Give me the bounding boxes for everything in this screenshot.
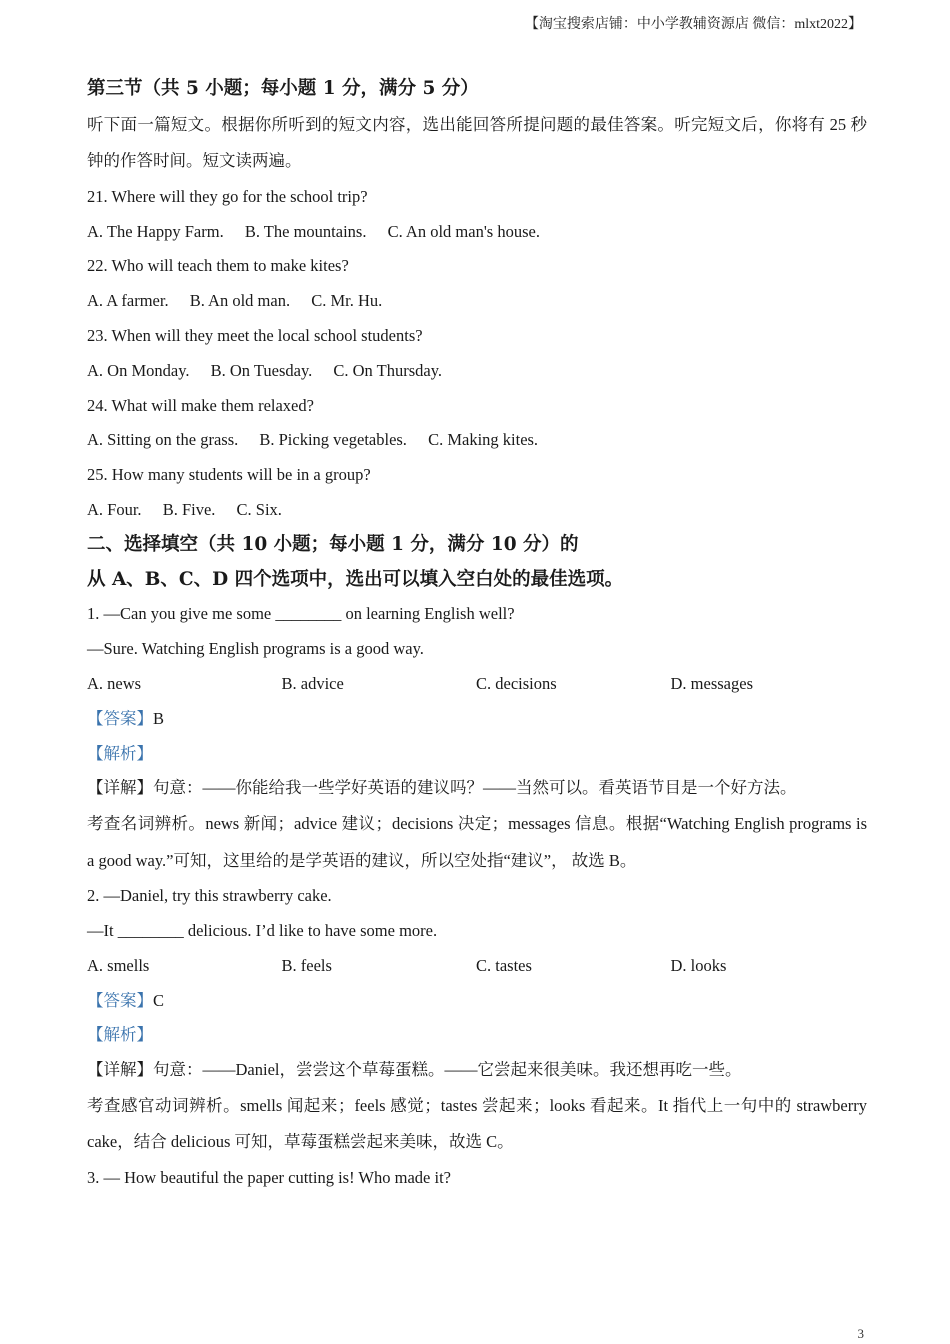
item1-explanation: 考查名词辨析。news 新闻；advice 建议；decisions 决定；messages 信息。根据“Watching English programs is a good way.”可知，这里给的是学英语的建议，所以空处指“建议”， 故选 B。: [87, 814, 867, 870]
answer-label: 【答案】: [87, 708, 153, 728]
question-24: 24. What will make them relaxed?: [87, 395, 314, 415]
option: A. Four.: [87, 499, 142, 519]
item2-response: —It ________ delicious. I’d like to have some more.: [87, 920, 438, 940]
question-21: 21. Where will they go for the school trip?: [87, 186, 368, 206]
option: C. An old man's house.: [387, 221, 540, 241]
option: C. Six.: [236, 499, 282, 519]
part2-title-line2: 从 A、B、C、D 四个选项中，选出可以填入空白处的最佳选项。: [87, 568, 624, 590]
document-body: [87, 72, 867, 1196]
detail-label: 【详解】: [87, 778, 153, 798]
item2-options: [87, 949, 867, 984]
item2-question: 2. —Daniel, try this strawberry cake.: [87, 886, 332, 906]
options-22: [87, 284, 867, 319]
option: B. The mountains.: [244, 221, 367, 241]
detail-text: 句意：——Daniel，尝尝这个草莓蛋糕。——它尝起来很美味。我还想再吃一些。: [153, 1060, 742, 1080]
part2-title-line1: 二、选择填空（共 10 小题；每小题 1 分，满分 10 分）的: [87, 533, 579, 555]
option: D. messages: [670, 673, 753, 693]
item2-analysis-label: 【解析】: [87, 1025, 153, 1045]
item2-explanation: 考查感官动词辨析。smells 闻起来；feels 感觉；tastes 尝起来；looks 看起来。It 指代上一句中的 strawberry cake，结合 delicious 可知，草莓蛋糕尝起来美味，故选 C。: [87, 1095, 867, 1152]
item1-response: —Sure. Watching English programs is a good way.: [87, 639, 424, 659]
option: B. On Tuesday.: [210, 360, 313, 380]
options-23: [87, 354, 867, 389]
header-note: 【淘宝搜索店铺：中小学教辅资源店 微信：mlxt2022】: [524, 17, 862, 32]
option: D. looks: [670, 955, 727, 975]
option: B. advice: [281, 673, 344, 693]
page-number: 3: [857, 1326, 864, 1341]
section3-instructions: 听下面一篇短文。根据你所听到的短文内容，选出能回答所提问题的最佳答案。听完短文后，你将有 25 秒钟的作答时间。短文读两遍。: [87, 114, 867, 171]
options-25: [87, 493, 867, 528]
item1-analysis-label: 【解析】: [87, 743, 153, 763]
option: A. smells: [87, 955, 150, 975]
option: C. decisions: [476, 673, 557, 693]
option: A. A farmer.: [87, 291, 169, 311]
option: A. news: [87, 673, 142, 693]
question-23: 23. When will they meet the local school students?: [87, 325, 423, 345]
option: B. feels: [281, 955, 332, 975]
item1-options: [87, 667, 867, 702]
detail-text: 句意：——你能给我一些学好英语的建议吗？——当然可以。看英语节目是一个好方法。: [153, 778, 797, 798]
question-25: 25. How many students will be in a group?: [87, 465, 371, 485]
answer-value: C: [153, 990, 165, 1010]
item2-detail: [87, 1053, 867, 1088]
options-24: [87, 423, 867, 458]
answer-value: B: [153, 708, 165, 728]
option: C. Making kites.: [428, 430, 539, 450]
option: A. On Monday.: [87, 360, 190, 380]
item3-question: 3. — How beautiful the paper cutting is! Who made it?: [87, 1167, 451, 1187]
option: A. The Happy Farm.: [87, 221, 224, 241]
option: B. Five.: [162, 499, 216, 519]
option: C. Mr. Hu.: [311, 291, 383, 311]
option: B. Picking vegetables.: [259, 430, 407, 450]
option: C. tastes: [476, 955, 532, 975]
options-21: [87, 215, 867, 250]
section3-title: 第三节（共 5 小题；每小题 1 分，满分 5 分）: [87, 78, 479, 99]
item1-detail: [87, 771, 867, 806]
question-22: 22. Who will teach them to make kites?: [87, 256, 349, 276]
item2-answer: [87, 984, 867, 1019]
option: C. On Thursday.: [333, 360, 443, 380]
item1-answer: [87, 702, 867, 737]
item1-question: 1. —Can you give me some ________ on learning English well?: [87, 604, 515, 624]
detail-label: 【详解】: [87, 1060, 153, 1080]
option: B. An old man.: [189, 291, 291, 311]
answer-label: 【答案】: [87, 990, 153, 1010]
option: A. Sitting on the grass.: [87, 430, 239, 450]
